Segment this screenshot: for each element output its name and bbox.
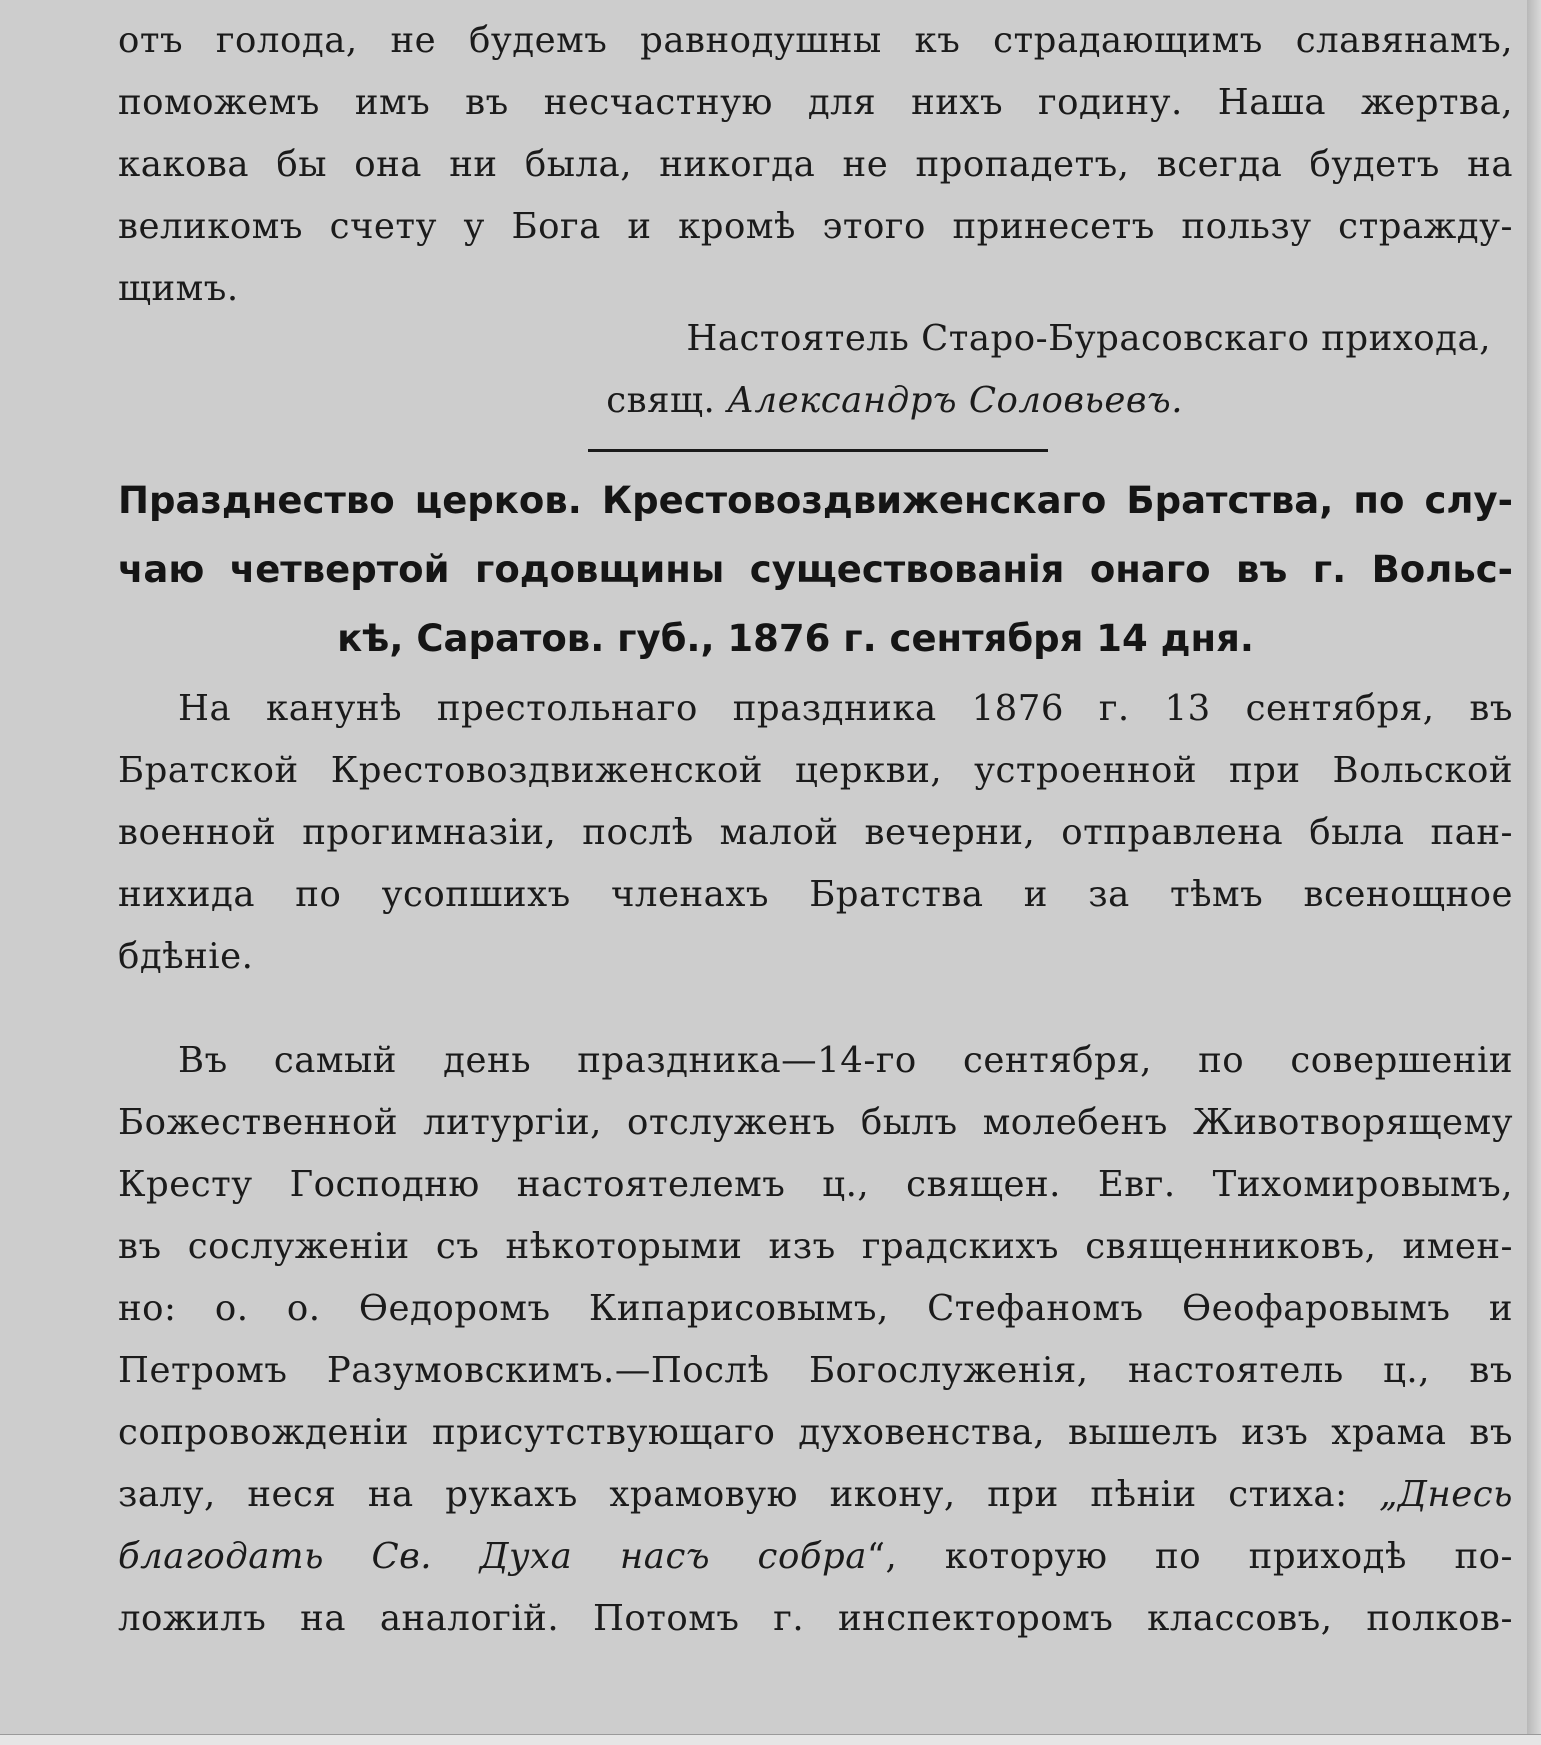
page-edge [1527,0,1541,1745]
paragraph-feast-day [118,1030,1513,1650]
text-line: нихида по усопшихъ членахъ Братства и за тѣмъ всенощное [118,874,1513,915]
text-line: поможемъ имъ въ несчастную для нихъ годину. Наша жертва, [118,82,1513,123]
text-line: сопровожденіи присутствующаго духовенства, вышелъ изъ храма въ [118,1412,1513,1453]
text-line: На канунѣ престольнаго праздника 1876 г. 13 сентября, въ [178,688,1513,729]
text-line: отъ голода, не будемъ равнодушны къ страдающимъ славянамъ, [118,20,1513,61]
heading-line: кѣ, Саратов. губ., 1876 г. сентября 14 дня. [337,617,1254,660]
quote-segment: „Днесь [1379,1474,1513,1515]
text-line: какова бы она ни была, никогда не пропадетъ, всегда будетъ на [118,144,1513,185]
text-line: великомъ счету у Бога и кромѣ этого принесетъ пользу стражду- [118,206,1513,247]
closing-paragraph [118,10,1513,320]
text-line: но: о. о. Ѳедоромъ Кипарисовымъ, Стефаномъ Ѳеофаровымъ и [118,1288,1513,1329]
text-line: въ сослуженіи съ нѣкоторыми изъ градскихъ священниковъ, имен- [118,1226,1513,1267]
section-divider [588,449,1048,452]
text-line: Въ самый день праздника—14-го сентября, по совершеніи [178,1040,1513,1081]
viewer-bottom-bar [0,1734,1541,1745]
heading-line: чаю четвертой годовщины существованія онаго въ г. Вольс- [118,548,1513,591]
signature-prefix: свящ. [606,380,716,421]
text-line: Петромъ Разумовскимъ.—Послѣ Богослуженія, настоятель ц., въ [118,1350,1513,1391]
text-line: Кресту Господню настоятелемъ ц., священ. Евг. Тихомировымъ, [118,1164,1513,1205]
text-line: военной прогимназіи, послѣ малой вечерни, отправлена была пан- [118,812,1513,853]
text-line-with-quote-start [118,1464,1513,1526]
signature-block [118,308,1513,432]
paragraph-eve-service [118,678,1513,988]
quote-segment: благодать Св. Духа насъ собра [118,1536,867,1577]
text-line-with-quote-end [118,1526,1513,1588]
text-segment: “, которую по приходѣ по- [866,1536,1513,1577]
signature-title: Настоятель Старо-Бурасовскаго прихода, [686,318,1491,359]
text-line: Братской Крестовоздвиженской церкви, устроенной при Вольской [118,750,1513,791]
text-line: бдѣніе. [118,936,254,977]
heading-line: Празднество церков. Крестовоздвиженскаго Братства, по слу- [118,479,1513,522]
text-segment: залу, неся на рукахъ храмовую икону, при пѣніи стиха: [118,1474,1380,1515]
signature-name: Александръ Соловьевъ. [727,380,1183,421]
text-line: щимъ. [118,268,239,309]
text-line: ложилъ на аналогій. Потомъ г. инспекторомъ классовъ, полков- [118,1598,1513,1639]
text-line: Божественной литургіи, отслуженъ былъ молебенъ Животворящему [118,1102,1513,1143]
article-heading [118,466,1513,673]
signature-name-line [118,370,1513,432]
